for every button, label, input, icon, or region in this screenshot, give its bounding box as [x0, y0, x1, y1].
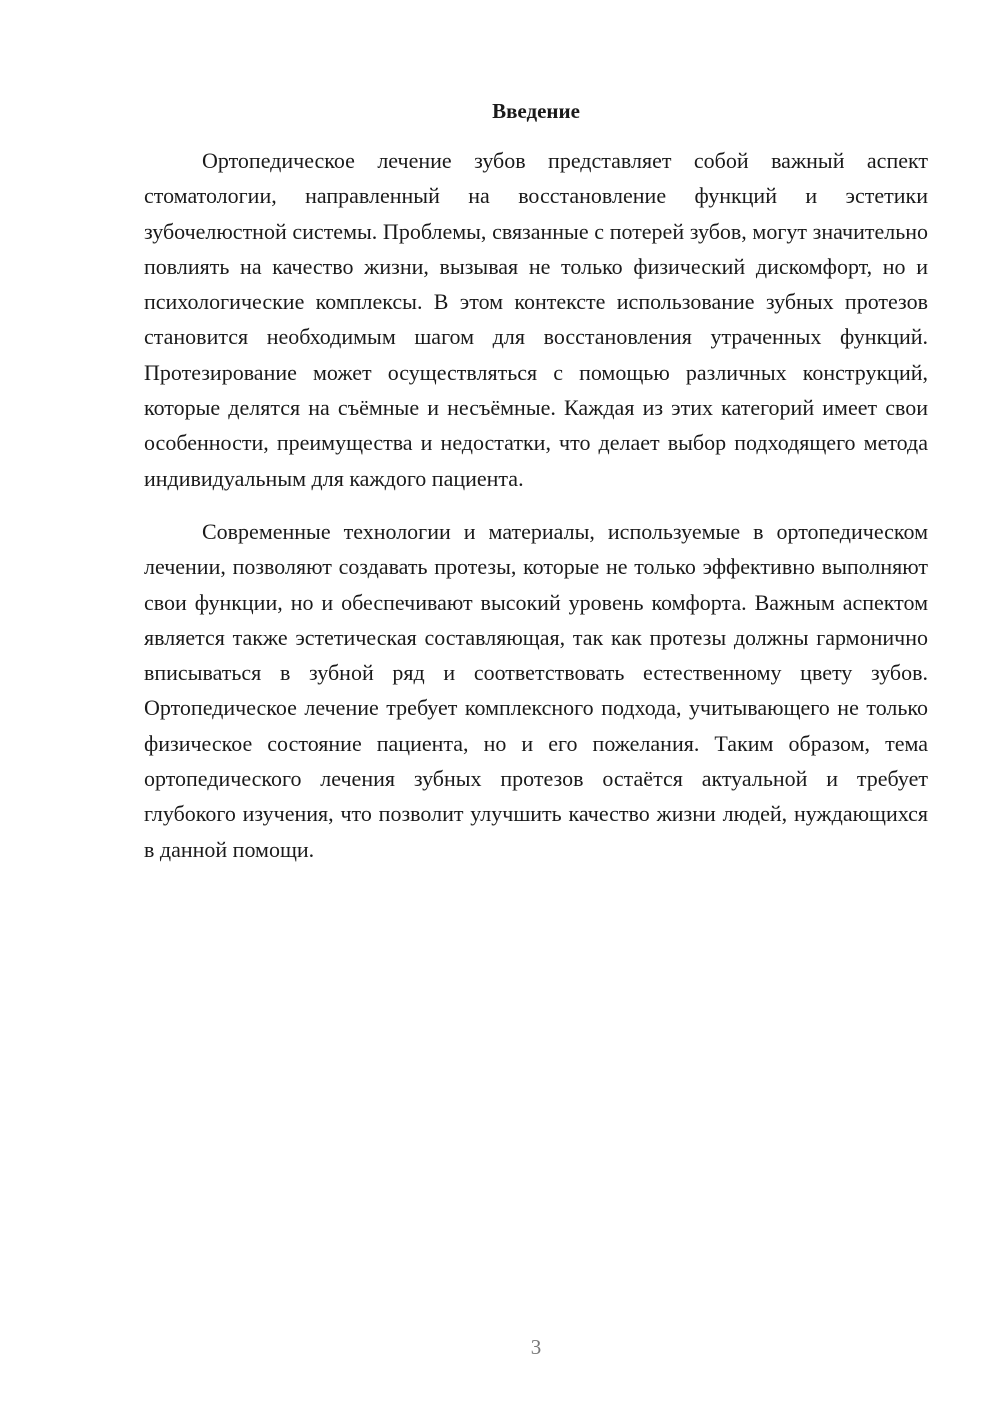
paragraph-2: Современные технологии и материалы, используемые в ортопедическом лечении, позволяют создавать протезы, которые не только эффективно выполняют свои функции, но и обеспечивают высокий уровень комфорта. Важным аспектом является также эстетическая составляющая, так как протезы должны гармонично вписываться в зубной ряд и соответствовать естественному цвету зубов. Ортопедическое лечение требует комплексного подхода, учитывающего не только физическое состояние пациента, но и его пожелания. Таким образом, тема ортопедического лечения зубных протезов остаётся актуальной и требует глубокого изучения, что позволит улучшить качество жизни людей, нуждающихся в данной помощи. [144, 518, 928, 862]
paragraph-1: Ортопедическое лечение зубов представляет собой важный аспект стоматологии, направленный на восстановление функций и эстетики зубочелюстной системы. Проблемы, связанные с потерей зубов, могут значительно повлиять на качество жизни, вызывая не только физический дискомфорт, но и психологические комплексы. В этом контексте использование зубных протезов становится необходимым шагом для восстановления утраченных функций. Протезирование может осуществляться с помощью различных конструкций, которые делятся на съёмные и несъёмные. Каждая из этих категорий имеет свои особенности, преимущества и недостатки, что делает выбор подходящего метода индивидуальным для каждого пациента. [144, 148, 928, 491]
section-heading: Введение [492, 99, 580, 123]
body-text [144, 143, 928, 867]
page-number: 3 [530, 1335, 542, 1359]
